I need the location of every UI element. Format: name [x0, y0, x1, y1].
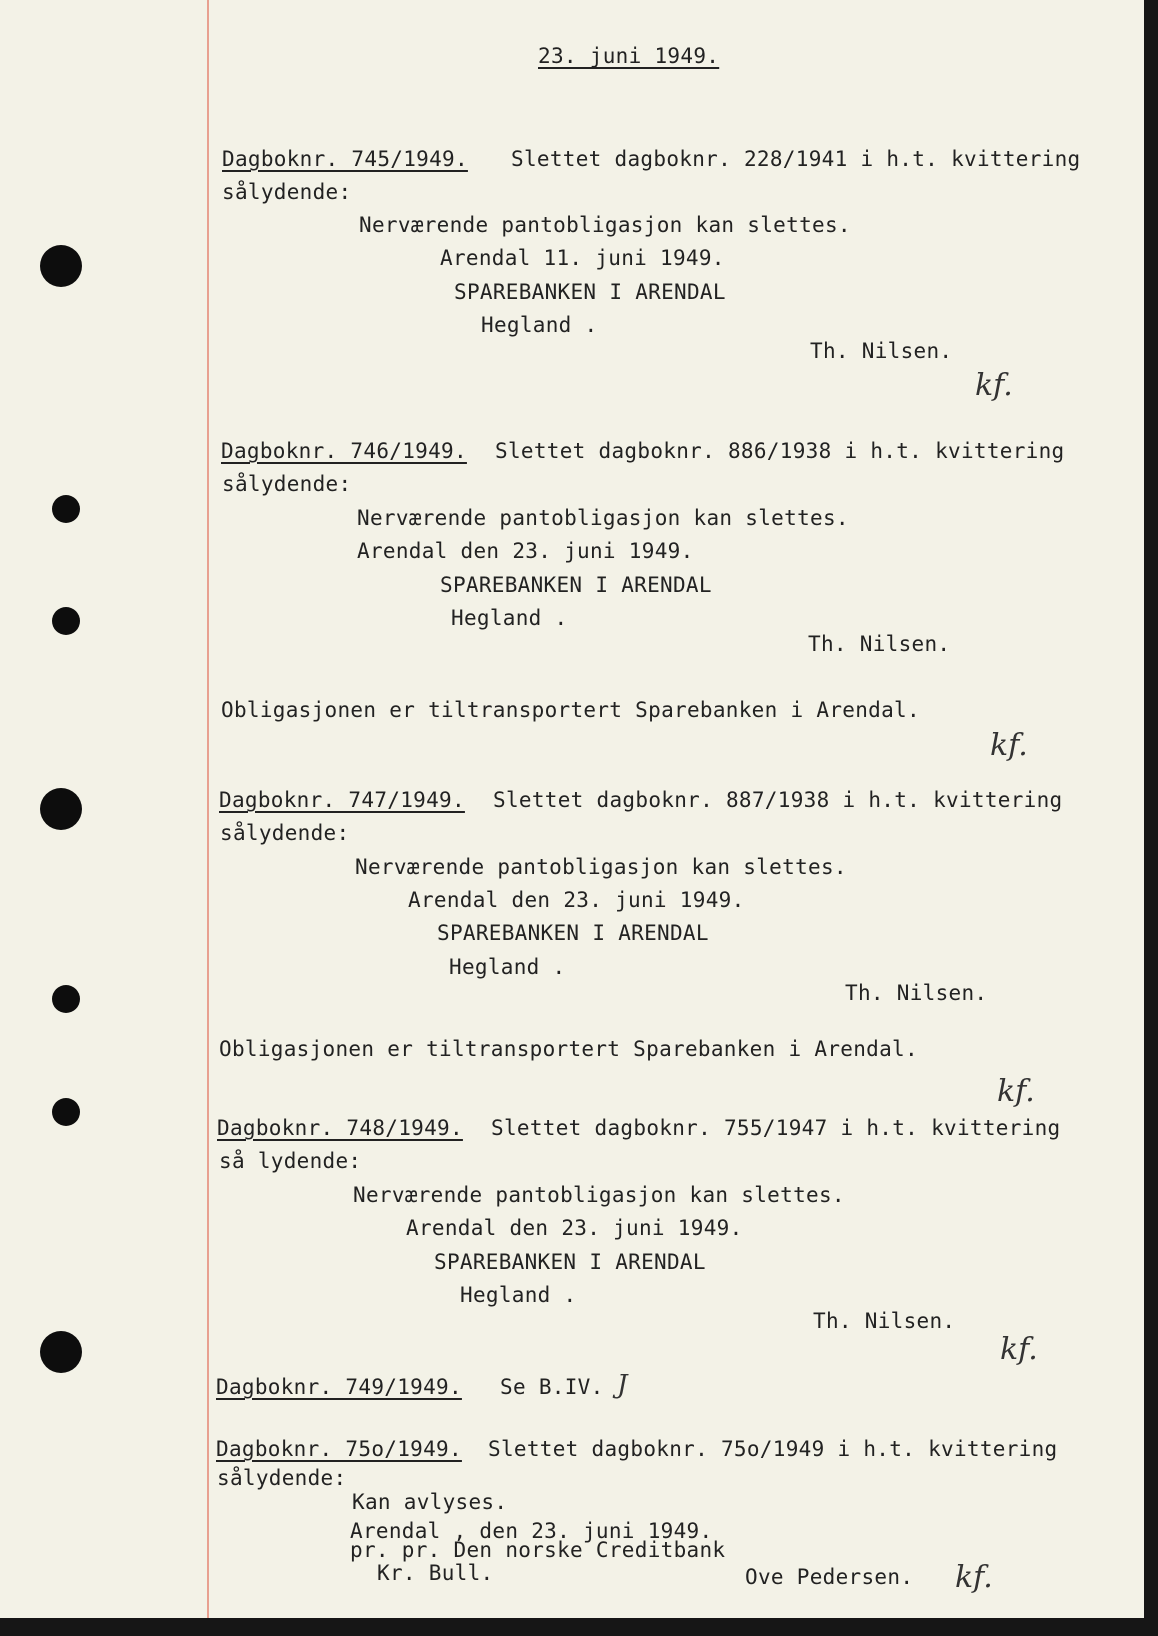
entry-note: Obligasjonen er tiltransportert Sparebanken i Arendal.: [221, 698, 920, 722]
binder-hole: [52, 495, 80, 523]
entry-line: Arendal 11. juni 1949.: [440, 246, 725, 270]
entry-ref: Dagboknr. 746/1949.: [221, 439, 467, 463]
binder-hole: [52, 985, 80, 1013]
entry-line: Hegland .: [451, 606, 568, 630]
entry-lead: så lydende:: [219, 1149, 362, 1173]
handwritten-check-mark: J: [617, 1370, 628, 1400]
entry-signature: Th. Nilsen.: [810, 339, 953, 363]
entry-line: SPAREBANKEN I ARENDAL: [434, 1250, 706, 1274]
entry-signature: Th. Nilsen.: [808, 632, 951, 656]
entry-ref: Dagboknr. 75o/1949.: [216, 1437, 462, 1461]
entry-line: Nerværende pantobligasjon kan slettes.: [359, 213, 851, 237]
handwritten-initials: kf.: [1000, 1332, 1038, 1367]
handwritten-initials: kf.: [975, 368, 1013, 403]
entry-line: Arendal , den 23. juni 1949.: [350, 1519, 713, 1543]
entry-lead: sålydende:: [222, 180, 352, 204]
binder-hole: [40, 788, 82, 830]
entry-signature: Th. Nilsen.: [813, 1309, 956, 1333]
entry-line: Kan avlyses.: [352, 1490, 508, 1514]
entry-line: SPAREBANKEN I ARENDAL: [437, 921, 709, 945]
entry-line: Arendal den 23. juni 1949.: [406, 1216, 743, 1240]
entry-signature: Th. Nilsen.: [845, 981, 988, 1005]
handwritten-initials: kf.: [955, 1560, 993, 1595]
entry-line: Arendal den 23. juni 1949.: [357, 539, 694, 563]
entry-text: Se B.IV.: [500, 1375, 604, 1399]
binder-hole: [40, 1331, 82, 1373]
header-date: 23. juni 1949.: [538, 44, 720, 68]
binder-hole: [52, 1098, 80, 1126]
binder-hole: [52, 607, 80, 635]
entry-text: Slettet dagboknr. 755/1947 i h.t. kvittering: [491, 1116, 1061, 1140]
binder-hole: [40, 245, 82, 287]
entry-line: SPAREBANKEN I ARENDAL: [454, 280, 726, 304]
entry-text: Slettet dagboknr. 887/1938 i h.t. kvittering: [493, 788, 1063, 812]
entry-note: Obligasjonen er tiltransportert Sparebanken i Arendal.: [219, 1037, 918, 1061]
entry-text: Slettet dagboknr. 75o/1949 i h.t. kvittering: [488, 1437, 1058, 1461]
margin-line: [207, 0, 209, 1618]
entry-text: Slettet dagboknr. 228/1941 i h.t. kvittering: [511, 147, 1081, 171]
entry-lead: sålydende:: [217, 1466, 347, 1490]
entry-line: Nerværende pantobligasjon kan slettes.: [355, 855, 847, 879]
entry-ref: Dagboknr. 745/1949.: [222, 147, 468, 171]
entry-line: pr. pr. Den norske Creditbank: [350, 1538, 726, 1562]
entry-lead: sålydende:: [220, 821, 350, 845]
entry-line: Hegland .: [449, 955, 566, 979]
entry-line: Arendal den 23. juni 1949.: [408, 888, 745, 912]
entry-ref: Dagboknr. 748/1949.: [217, 1116, 463, 1140]
entry-ref: Dagboknr. 747/1949.: [219, 788, 465, 812]
entry-lead: sålydende:: [222, 472, 352, 496]
entry-line: Kr. Bull.: [377, 1561, 494, 1585]
entry-line: SPAREBANKEN I ARENDAL: [440, 573, 712, 597]
entry-ref: Dagboknr. 749/1949.: [216, 1375, 462, 1399]
entry-line: Nerværende pantobligasjon kan slettes.: [357, 506, 849, 530]
entry-text: Slettet dagboknr. 886/1938 i h.t. kvittering: [495, 439, 1065, 463]
entry-line: Hegland .: [481, 313, 598, 337]
entry-line: Hegland .: [460, 1283, 577, 1307]
entry-line: Nerværende pantobligasjon kan slettes.: [353, 1183, 845, 1207]
handwritten-initials: kf.: [990, 728, 1028, 763]
entry-signature: Ove Pedersen.: [745, 1565, 914, 1589]
handwritten-initials: kf.: [997, 1074, 1035, 1109]
